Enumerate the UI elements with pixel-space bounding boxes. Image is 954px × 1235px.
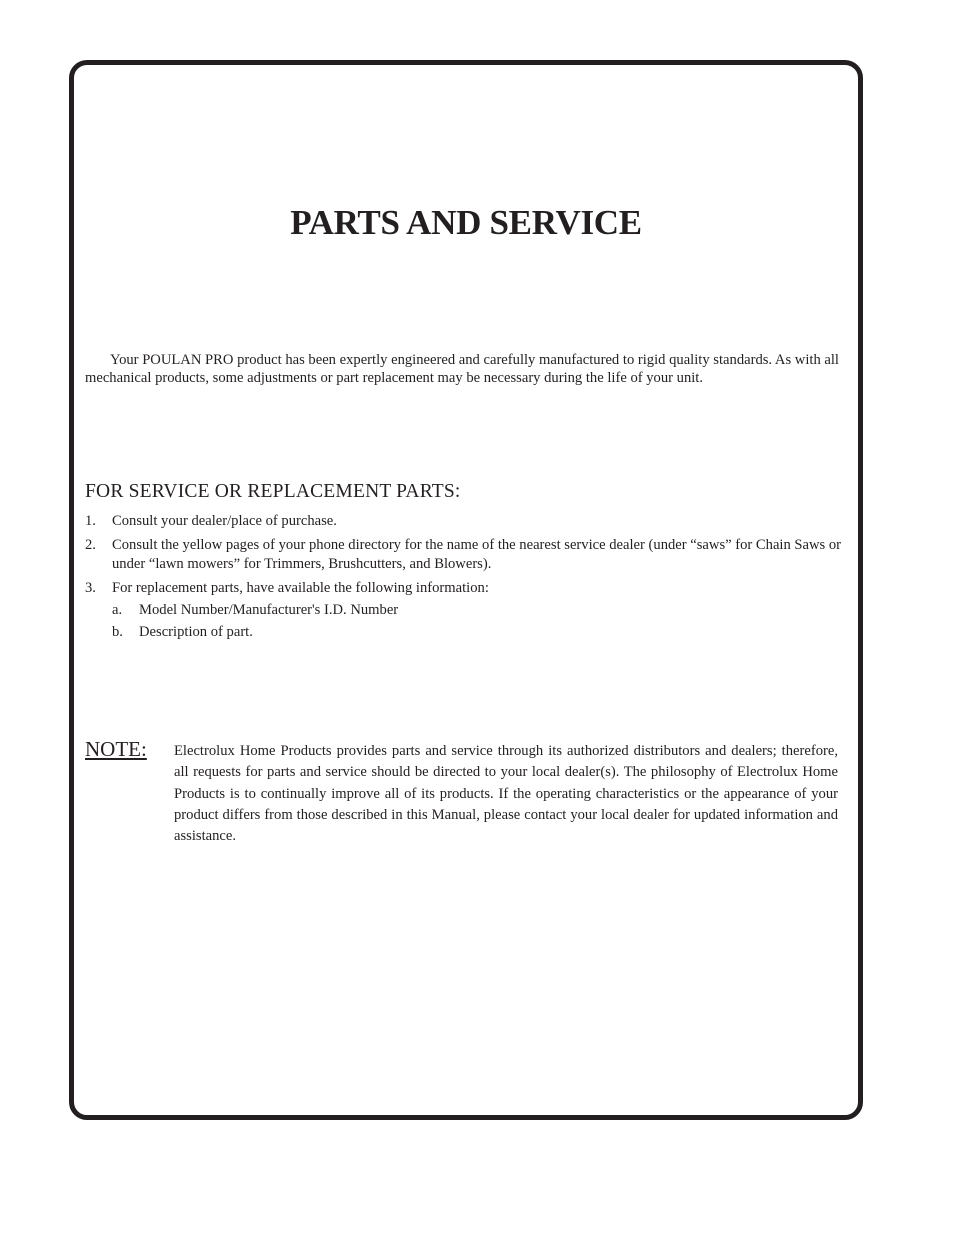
intro-paragraph: Your POULAN PRO product has been expertly engineered and carefully manufactured to rigid quality standards. As with all mechanical products, some adjustments or part replacement may be necessary during the life of your unit. bbox=[85, 352, 839, 386]
service-steps-list bbox=[85, 512, 845, 647]
note-text: Electrolux Home Products provides parts and service through its authorized distributors and dealers; therefore, all requests for parts and service should be directed to your local dealer(s). The philosophy of Electrolux Home Products is to continually improve all of its products. If the operating characteristics or the appearance of your product differs from those described in this Manual, please contact your local dealer for updated information and assistance. bbox=[174, 743, 838, 845]
subitem-label: a. bbox=[112, 602, 123, 618]
required-info-list bbox=[112, 601, 845, 642]
subitem-text: Model Number/Manufacturer's I.D. Number bbox=[139, 602, 399, 618]
service-step-1 bbox=[85, 512, 845, 531]
service-step-2 bbox=[85, 536, 845, 574]
required-info-item bbox=[112, 601, 845, 620]
subitem-text: Description of part. bbox=[139, 624, 253, 640]
page-title: PARTS AND SERVICE bbox=[290, 203, 642, 242]
required-info-item bbox=[112, 623, 845, 642]
step-number: 2. bbox=[85, 537, 96, 553]
step-text: Consult the yellow pages of your phone directory for the name of the nearest service dealer (under “saws” for Chain Saws or under “lawn mowers” for Trimmers, Brushcutters, and Blowers). bbox=[112, 537, 842, 572]
service-step-3 bbox=[85, 579, 845, 642]
step-number: 1. bbox=[85, 513, 96, 529]
step-text: Consult your dealer/place of purchase. bbox=[112, 513, 337, 529]
step-number: 3. bbox=[85, 580, 96, 596]
subitem-label: b. bbox=[112, 624, 123, 640]
service-section-heading: FOR SERVICE OR REPLACEMENT PARTS: bbox=[85, 481, 461, 502]
note-label: NOTE: bbox=[85, 737, 147, 761]
step-text: For replacement parts, have available the following information: bbox=[112, 580, 489, 596]
